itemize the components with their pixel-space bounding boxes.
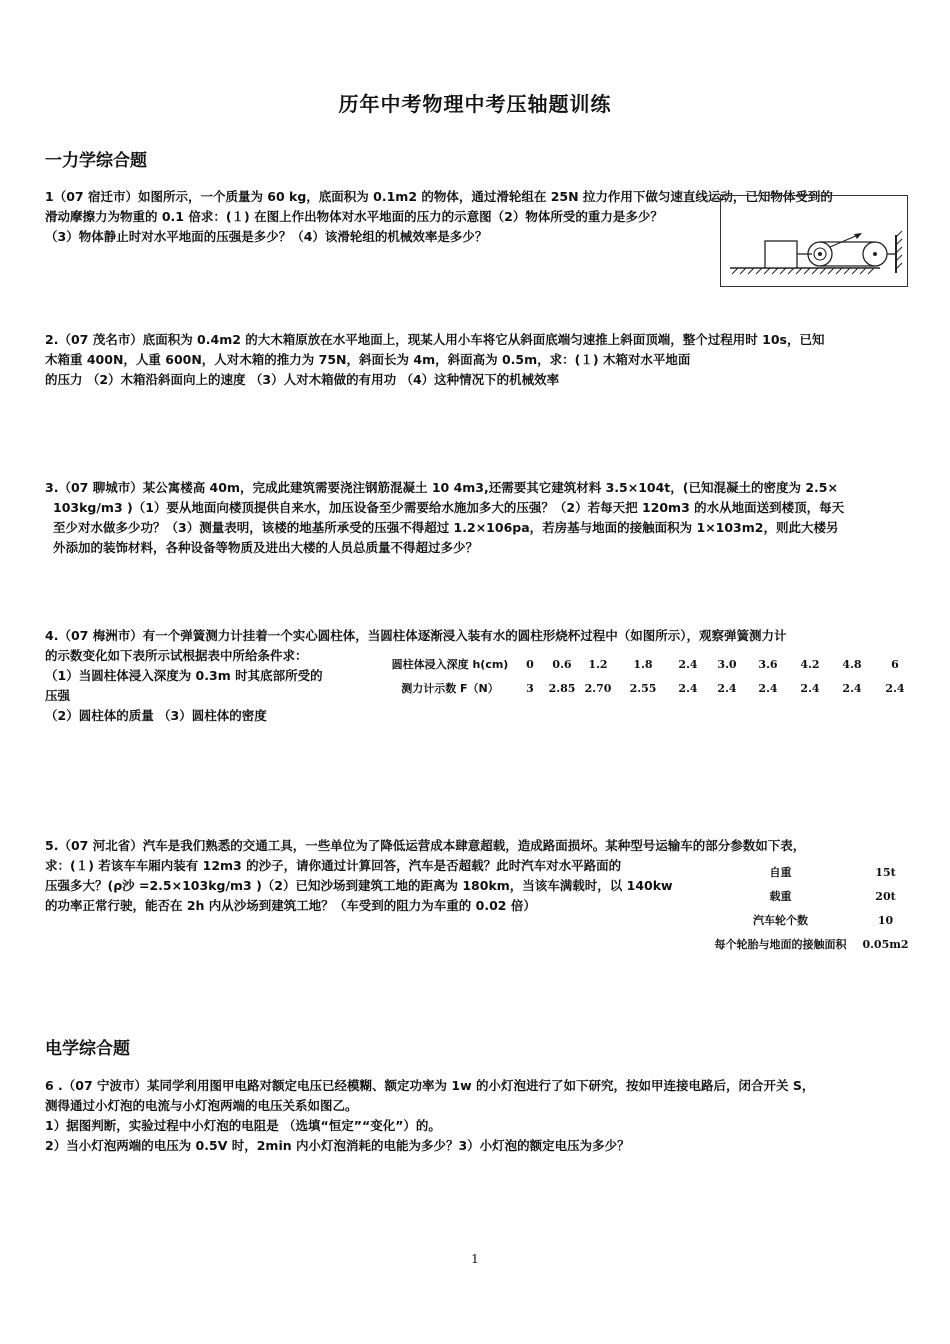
question-line: 滑动摩擦力为物重的 0.1 倍求：(１) 在图上作出物体对水平地面的压力的示意图（2）物体所受的重力是多少？ [45,209,663,224]
question-line: 3.（07 聊城市）某公寓楼高 40m，完成此建筑需要浇注钢筋混凝土 10 4m3,还需要其它建筑材料 3.5×104t，(已知混凝土的密度为 2.5× [45,480,838,495]
pulley-figure [720,195,908,287]
truck-parameters-table [703,860,913,956]
table-cell: 2.4 [885,681,905,695]
table-cell: 1.2 [588,657,608,671]
table-cell: 3.6 [758,657,778,671]
table-row-header: 圆柱体浸入深度 h(cm) [391,658,509,671]
table-cell-value: 0.05m2 [862,937,909,951]
table-cell: 6 [891,657,899,671]
table-row [703,860,913,884]
question-line: 的示数变化如下表所示试根据表中所给条件求： [45,648,308,663]
question-line: 2.（07 茂名市）底面积为 0.4m2 的大木箱原放在水平地面上，现某人用小车将它从斜面底端匀速推上斜面顶端，整个过程用时 10s，已知 [45,332,825,347]
table-cell: 4.8 [842,657,862,671]
question-line: 5.（07 河北省）汽车是我们熟悉的交通工具，一些单位为了降低运营成本肆意超载，造成路面损坏。某种型号运输车的部分参数如下表， [45,838,806,853]
question-5 [45,836,805,916]
table-cell-value: 20t [875,889,896,903]
question-2 [45,330,824,390]
table-cell: 2.4 [842,681,862,695]
question-6 [45,1076,814,1156]
question-line: 至少对水做多少功？（3）测量表明，该楼的地基所承受的压强不得超过 1.2×106pa，若房基与地面的接触面积为 1×103m2，则此大楼另 [53,520,839,535]
table-cell-key: 每个轮胎与地面的接触面积 [714,938,847,951]
table-cell: 4.2 [800,657,820,671]
table-cell-key: 载重 [769,890,792,903]
table-cell-key: 汽车轮个数 [753,914,808,927]
table-cell-value: 10 [877,913,894,927]
table-row [385,676,917,700]
table-cell: 2.4 [758,681,778,695]
table-row [385,652,917,676]
question-line: 木箱重 400N，人重 600N，人对木箱的推力为 75N，斜面长为 4m，斜面高为 0.5m，求：(１) 木箱对水平地面 [45,352,691,367]
table-row-header: 测力计示数 F（N） [401,682,499,695]
table-cell: 2.85 [548,681,576,695]
table-cell: 2.70 [584,681,612,695]
question-1 [45,187,833,247]
table-cell-value: 15t [875,865,896,879]
table-cell: 2.4 [717,681,737,695]
question-line: 103kg/m3 )（1）要从地面向楼顶提供自来水，加压设备至少需要给水施加多大的压强？（2）若每天把 120m3 的水从地面送到楼顶，每天 [53,500,845,515]
table-cell: 1.8 [633,657,653,671]
page-number: 1 [471,1252,479,1266]
table-cell: 3.0 [717,657,737,671]
section-heading-electric: 电学综合题 [45,1039,130,1059]
table-row [703,908,913,932]
table-cell-key: 自重 [769,866,792,879]
question-line: 2）当小灯泡两端的电压为 0.5V 时，2min 内小灯泡消耗的电能为多少？3）小灯泡的额定电压为多少？ [45,1138,630,1153]
table-cell: 0.6 [552,657,572,671]
immersion-data-table [385,652,917,700]
table-cell: 0 [526,657,534,671]
table-cell: 2.4 [678,657,698,671]
question-line: 1）据图判断，实验过程中小灯泡的电阻是 （选填“恒定”“变化”）的。 [45,1118,441,1133]
table-cell: 2.55 [629,681,657,695]
question-line: 4.（07 梅洲市）有一个弹簧测力计挂着一个实心圆柱体，当圆柱体逐渐浸入装有水的圆柱形烧杯过程中（如图所示），观察弹簧测力计 [45,628,787,643]
question-line: 6 .（07 宁波市）某同学利用图甲电路对额定电压已经模糊、额定功率为 1w 的小灯泡进行了如下研究，按如甲连接电路后，闭合开关 S， [45,1078,815,1093]
question-line: 1（07 宿迁市）如图所示，一个质量为 60 kg，底面积为 0.1m2 的物体，通过滑轮组在 25N 拉力作用下做匀速直线运动，已知物体受到的 [45,189,833,204]
question-line: 的压力 （2）木箱沿斜面向上的速度 （3）人对木箱做的有用功 （4）这种情况下的机械效率 [45,372,560,387]
section-heading-mechanics: 一力学综合题 [45,151,147,171]
question-line: （2）圆柱体的质量 （3）圆柱体的密度 [45,708,267,723]
question-3 [45,478,844,558]
question-line: 的功率正常行驶，能否在 2h 内从沙场到建筑工地？（车受到的阻力为车重的 0.02 倍） [45,898,536,913]
question-line: 求：(１) 若该车车厢内装有 12m3 的沙子，请你通过计算回答，汽车是否超载？此时汽车对水平路面的 [45,858,622,873]
question-line: 测得通过小灯泡的电流与小灯泡两端的电压关系如图乙。 [45,1098,358,1113]
table-cell: 2.4 [678,681,698,695]
question-line: （3）物体静止时对水平地面的压强是多少？（4）该滑轮组的机械效率是多少？ [45,229,488,244]
table-row [703,884,913,908]
question-line: （1）当圆柱体浸入深度为 0.3m 时其底部所受的 [45,668,323,683]
table-row [703,932,913,956]
page-title: 历年中考物理中考压轴题训练 [338,92,612,116]
question-line: 外添加的装饰材料，各种设备等物质及进出大楼的人员总质量不得超过多少？ [53,540,479,555]
table-cell: 2.4 [800,681,820,695]
table-cell: 3 [526,681,534,695]
question-line: 压强 [45,688,71,703]
question-line: 压强多大？(ρ沙 =2.5×103kg/m3 )（2）已知沙场到建筑工地的距离为 180km，当该车满载时，以 140kw [45,878,673,893]
